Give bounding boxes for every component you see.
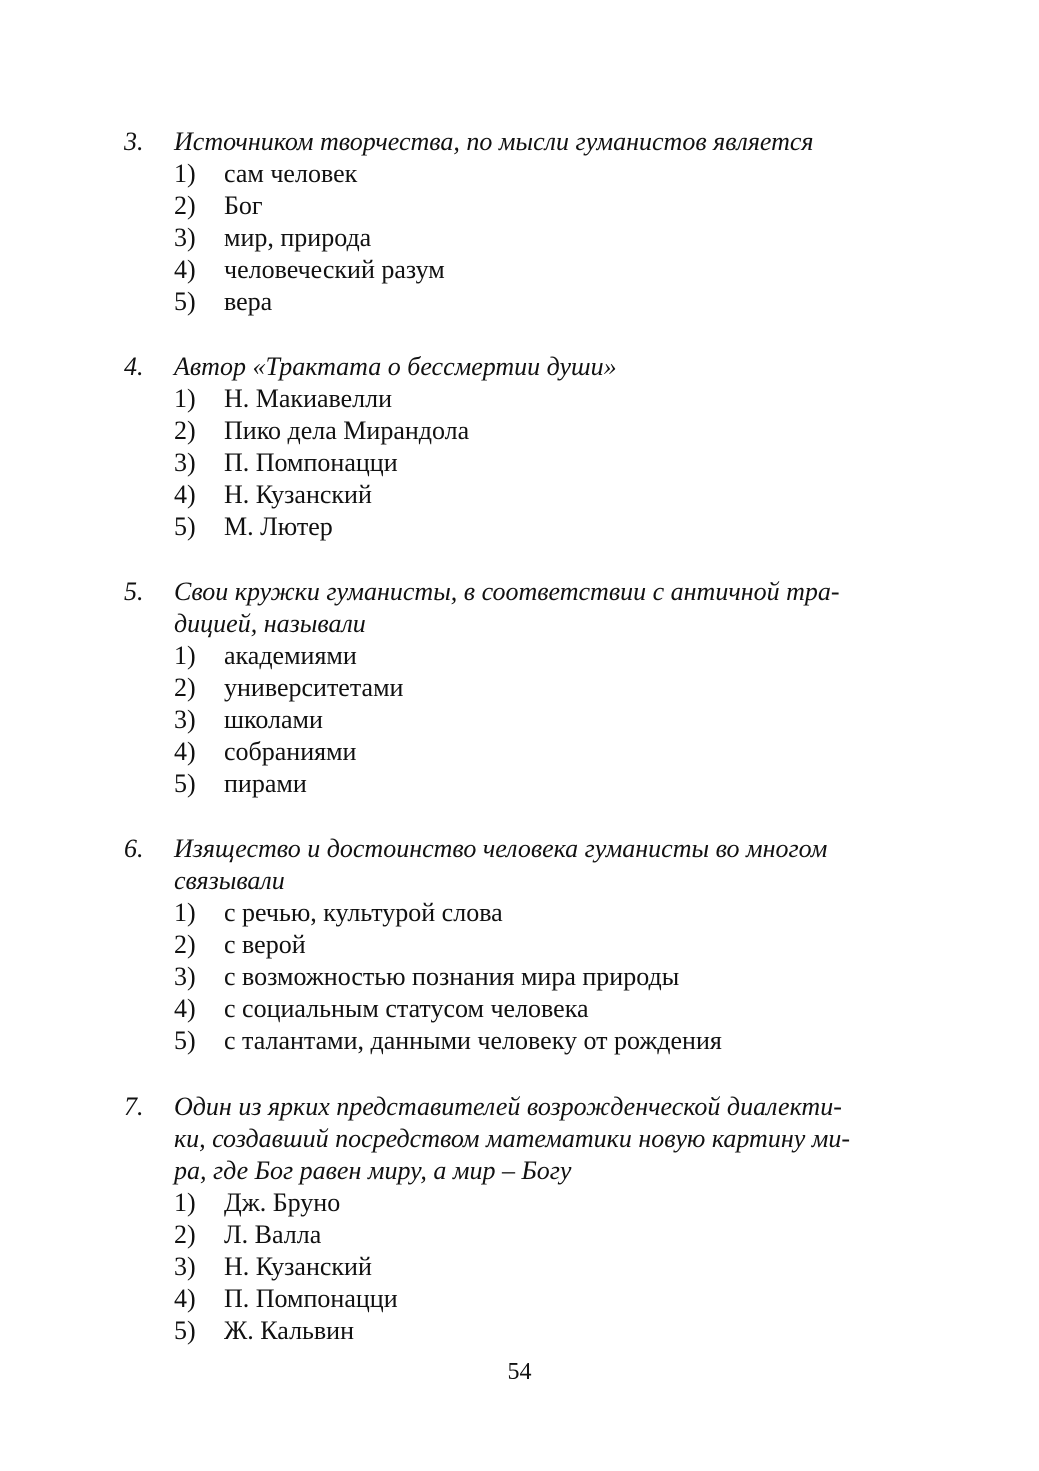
- answer-option: [124, 190, 916, 222]
- option-number: 5): [174, 1316, 196, 1345]
- answer-option: [124, 961, 916, 993]
- question-text-line: ра, где Бог равен миру, а мир – Богу: [174, 1156, 572, 1185]
- option-text: университетами: [224, 673, 404, 702]
- question-7: [124, 1091, 916, 1347]
- option-text: мир, природа: [224, 223, 372, 252]
- answer-option: [124, 1283, 916, 1315]
- answer-option: [124, 1315, 916, 1347]
- answer-options: [124, 158, 916, 318]
- answer-options: [124, 1187, 916, 1347]
- option-number: 3): [174, 448, 196, 477]
- question-prompt: [124, 833, 916, 897]
- option-number: 1): [174, 384, 196, 413]
- answer-option: [124, 736, 916, 768]
- question-number: 3.: [124, 127, 144, 156]
- answer-option: [124, 1025, 916, 1057]
- answer-option: [124, 447, 916, 479]
- option-text: академиями: [224, 641, 357, 670]
- question-text-line: Автор «Трактата о бессмертии души»: [174, 352, 617, 381]
- answer-options: [124, 640, 916, 800]
- answer-option: [124, 704, 916, 736]
- question-text-line: Источником творчества, по мысли гуманистов является: [174, 127, 814, 156]
- option-number: 4): [174, 255, 196, 284]
- option-number: 5): [174, 1026, 196, 1055]
- question-number: 7.: [124, 1092, 144, 1121]
- answer-option: [124, 768, 916, 800]
- option-text: собраниями: [224, 737, 357, 766]
- option-text: Н. Кузанский: [224, 480, 372, 509]
- option-text: Пико дела Мирандола: [224, 416, 470, 445]
- option-text: школами: [224, 705, 323, 734]
- option-number: 1): [174, 159, 196, 188]
- option-number: 3): [174, 705, 196, 734]
- page-number: 54: [507, 1359, 532, 1385]
- option-number: 1): [174, 1188, 196, 1217]
- option-text: с речью, культурой слова: [224, 898, 503, 927]
- option-number: 5): [174, 769, 196, 798]
- question-text-line: дицией, называли: [174, 609, 366, 638]
- option-number: 2): [174, 930, 196, 959]
- answer-option: [124, 1251, 916, 1283]
- option-number: 5): [174, 287, 196, 316]
- answer-option: [124, 158, 916, 190]
- option-number: 4): [174, 994, 196, 1023]
- answer-option: [124, 1187, 916, 1219]
- answer-option: [124, 479, 916, 511]
- answer-option: [124, 383, 916, 415]
- option-text: человеческий разум: [224, 255, 445, 284]
- question-number: 6.: [124, 834, 144, 863]
- answer-option: [124, 286, 916, 318]
- option-text: Н. Макиавелли: [224, 384, 393, 413]
- answer-option: [124, 672, 916, 704]
- answer-option: [124, 415, 916, 447]
- question-text-line: ки, создавший посредством математики новую картину ми-: [174, 1124, 851, 1153]
- option-number: 4): [174, 737, 196, 766]
- option-text: Дж. Бруно: [224, 1188, 341, 1217]
- question-prompt: [124, 576, 916, 640]
- option-number: 3): [174, 962, 196, 991]
- answer-option: [124, 254, 916, 286]
- question-prompt: [124, 351, 916, 383]
- option-number: 2): [174, 191, 196, 220]
- option-text: П. Помпонацци: [224, 448, 398, 477]
- question-3: [124, 126, 916, 318]
- option-number: 5): [174, 512, 196, 541]
- question-4: [124, 351, 916, 543]
- option-text: Бог: [224, 191, 263, 220]
- option-number: 3): [174, 1252, 196, 1281]
- option-text: П. Помпонацци: [224, 1284, 398, 1313]
- answer-option: [124, 640, 916, 672]
- option-text: сам человек: [224, 159, 358, 188]
- question-5: [124, 576, 916, 800]
- answer-options: [124, 383, 916, 543]
- question-prompt: [124, 126, 916, 158]
- option-number: 1): [174, 898, 196, 927]
- option-number: 1): [174, 641, 196, 670]
- option-number: 2): [174, 673, 196, 702]
- option-text: Л. Валла: [224, 1220, 322, 1249]
- answer-option: [124, 222, 916, 254]
- answer-option: [124, 1219, 916, 1251]
- option-number: 3): [174, 223, 196, 252]
- answer-options: [124, 897, 916, 1057]
- option-text: Н. Кузанский: [224, 1252, 372, 1281]
- question-text-line: Один из ярких представителей возрожденческой диалекти-: [174, 1092, 842, 1121]
- option-number: 4): [174, 1284, 196, 1313]
- answer-option: [124, 993, 916, 1025]
- option-text: с социальным статусом человека: [224, 994, 589, 1023]
- option-text: пирами: [224, 769, 307, 798]
- question-text-line: Свои кружки гуманисты, в соответствии с античной тра-: [174, 577, 840, 606]
- option-text: вера: [224, 287, 273, 316]
- question-text-line: связывали: [174, 866, 285, 895]
- option-number: 4): [174, 480, 196, 509]
- option-number: 2): [174, 416, 196, 445]
- option-text: с верой: [224, 930, 306, 959]
- option-text: с возможностью познания мира природы: [224, 962, 680, 991]
- question-6: [124, 833, 916, 1057]
- question-prompt: [124, 1091, 916, 1187]
- answer-option: [124, 897, 916, 929]
- option-text: с талантами, данными человеку от рождения: [224, 1026, 722, 1055]
- option-number: 2): [174, 1220, 196, 1249]
- option-text: М. Лютер: [224, 512, 333, 541]
- option-text: Ж. Кальвин: [224, 1316, 354, 1345]
- question-number: 4.: [124, 352, 144, 381]
- question-number: 5.: [124, 577, 144, 606]
- question-text-line: Изящество и достоинство человека гуманисты во многом: [174, 834, 828, 863]
- answer-option: [124, 511, 916, 543]
- answer-option: [124, 929, 916, 961]
